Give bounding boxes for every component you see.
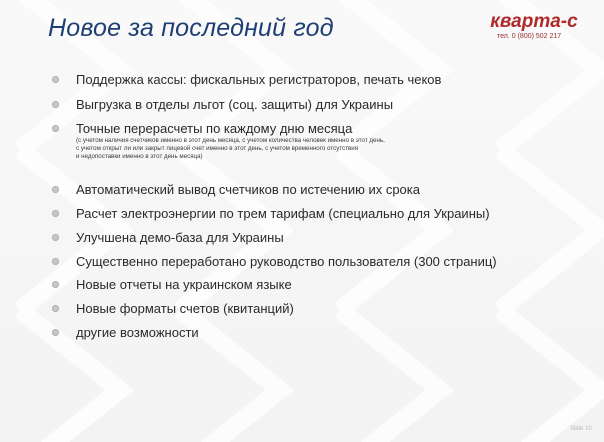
bullet-icon [52,234,59,241]
bullet-icon [52,258,59,265]
list-item-text: Выгрузка в отделы льгот (соц. защиты) для Украины [76,97,394,112]
logo-text: кварта-с [490,11,578,32]
list-item [76,182,420,197]
list-item-text: Поддержка кассы: фискальных регистраторов, печать чеков [76,72,442,87]
list-item-text: Точные перерасчеты по каждому дню месяца [76,121,353,136]
list-item-text: другие возможности [76,325,199,340]
list-item-text: Существенно переработано руководство пользователя (300 страниц) [76,254,497,269]
list-item [76,206,490,221]
list-item [76,325,199,340]
note-line: с учетом открыт ли или закрыт лицевой счет именно в этот день, с учетом временного отсутствия [76,145,359,153]
note-line: (с учетом наличия счетчиков именно в этот день месяца, с учетом количества человек именно в этот день, [76,137,385,144]
bullet-icon [52,329,59,336]
list-item-text: Расчет электроэнергии по трем тарифам (специально для Украины) [76,206,490,221]
bullet-icon [52,305,59,312]
list-item [76,121,352,136]
bullet-icon [52,76,59,83]
list-item [76,72,441,87]
list-item [76,254,497,269]
list-item-text: Новые форматы счетов (квитанций) [76,301,294,316]
slide-title: Новое за последний год [48,14,334,42]
page-number: Slide 10 [570,426,592,432]
phone-number: тел. 0 (800) 502 217 [497,33,562,40]
bullet-icon [52,210,59,217]
list-item [76,230,284,245]
list-item [76,97,393,112]
bullet-icon [52,125,59,132]
list-item [76,301,294,316]
note-line: и недопоставки именно в этот день месяца) [76,153,203,161]
bullet-icon [52,186,59,193]
bullet-icon [52,101,59,108]
list-item [76,277,292,292]
list-item-text: Улучшена демо-база для Украины [76,230,284,245]
recalculation-note [76,137,496,162]
list-item-text: Автоматический вывод счетчиков по истечению их срока [76,182,420,197]
bullet-icon [52,281,59,288]
list-item-text: Новые отчеты на украинском языке [76,277,292,292]
kvarta-logo [483,10,585,32]
